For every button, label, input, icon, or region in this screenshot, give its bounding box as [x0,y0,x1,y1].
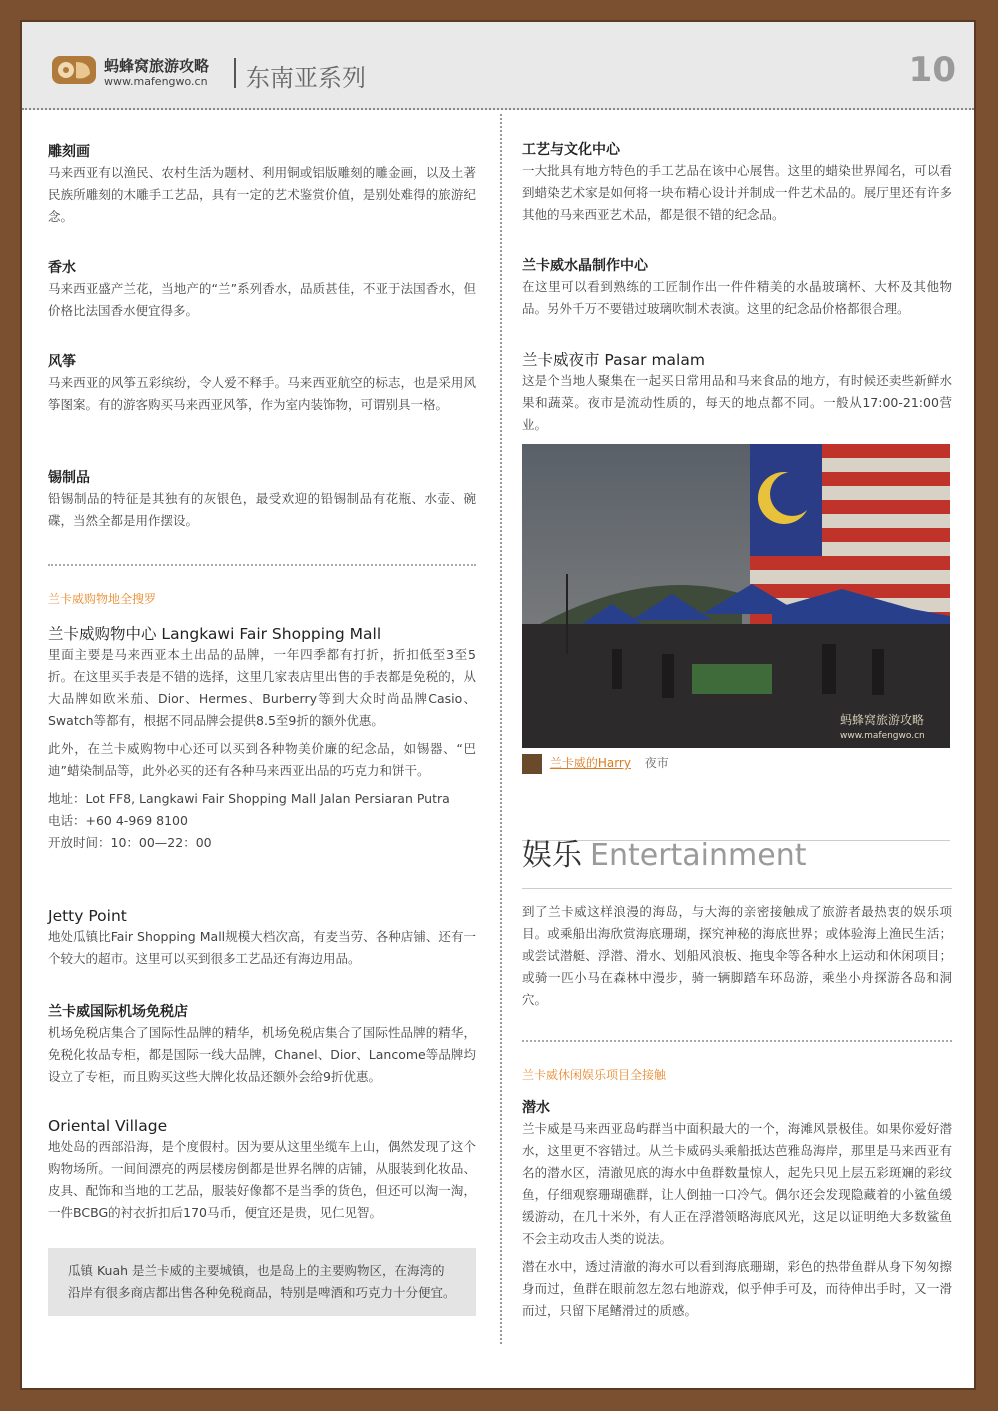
section-title: 风筝 [48,354,76,370]
section-title: 雕刻画 [48,144,90,160]
header-divider [234,58,236,88]
entertainment-intro [522,888,952,1011]
section-kite [48,352,476,416]
section-text: 马来西亚的风筝五彩缤纷，令人爱不释手。马来西亚航空的标志，也是采用风筝图案。有的游客购买马来西亚风筝，作为室内装饰物，可谓别具一格。 [48,375,476,412]
section-pewter [48,468,476,532]
section-text: 兰卡威是马来西亚岛屿群当中面积最大的一个，海滩风景极佳。如果你爱好潜水，这里更不容错过。从兰卡威码头乘船抵达芭雅岛海岸，那里是马来西亚有名的潜水区，清澈见底的海水中鱼群数量惊人，起先只见上层五彩斑斓的彩纹鱼，仔细观察珊瑚礁群，让人倒抽一口冷气。偶尔还会发现隐藏着的小鲨鱼缓缓游动，在几十米外，有人正在浮潜领略海底风光，这足以证明绝大多数鲨鱼不会主动攻击人类的说法。 [522,1121,952,1246]
shopping-heading: 兰卡威购物地全搜罗 [48,592,157,606]
note-box: 瓜镇 Kuah 是兰卡威的主要城镇，也是岛上的主要购物区，在海湾的沿岸有很多商店都出售各种免税商品，特别是啤酒和巧克力十分便宜。 [48,1248,476,1316]
section-title: 兰卡威夜市 Pasar malam [522,351,705,369]
section-engraving [48,142,476,228]
section-text: 在这里可以看到熟练的工匠制作出一件件精美的水晶玻璃杯、大杯及其他物品。另外千万不要错过玻璃吹制术表演。这里的纪念品价格都很合理。 [522,279,952,316]
section-text: 一大批具有地方特色的手工艺品在该中心展售。这里的蜡染世界闻名，可以看到蜡染艺术家是如何将一块布精心设计并制成一件艺术品的。展厅里还有许多其他的马来西亚艺术品，都是很不错的纪念品。 [522,163,952,222]
section-craft-center [522,140,952,226]
section-title: 香水 [48,260,76,276]
entertainment-heading: 兰卡威休闲娱乐项目全接触 [522,1068,667,1082]
section-separator [522,1040,952,1042]
entertainment-title-en: Entertainment [590,838,807,873]
section-title: 兰卡威购物中心 Langkawi Fair Shopping Mall [48,625,382,643]
phone: 电话：+60 4-969 8100 [48,813,188,828]
section-title: Oriental Village [48,1117,168,1135]
section-title: 兰卡威水晶制作中心 [522,258,648,274]
caption-text: 夜市 [644,756,669,770]
section-text: 铅锡制品的特征是其独有的灰银色，最受欢迎的铅锡制品有花瓶、水壶、碗碟，当然全都是用作摆设。 [48,491,476,528]
section-text: 到了兰卡威这样浪漫的海岛，与大海的亲密接触成了旅游者最热衷的娱乐项目。或乘船出海欣赏海底珊瑚，探究神秘的海底世界；或体验海上渔民生活；或尝试潜艇、浮潜、滑水、划船风浪板、拖曳伞等各种水上运动和休闲项目；或骑一匹小马在森林中漫步，骑一辆脚踏车环岛游，乘坐小舟探游各岛和洞穴。 [522,904,952,1007]
section-text: 马来西亚有以渔民、农村生活为题材、利用铜或铝版雕刻的雕金画，以及土著民族所雕刻的木雕手工艺品，具有一定的艺术鉴赏价值，是别处难得的旅游纪念。 [48,165,476,224]
section-separator [48,564,476,566]
author-avatar [522,754,542,774]
section-crystal-center [522,256,952,320]
opening-hours: 开放时间：10：00—22：00 [48,835,212,850]
section-title: 锡制品 [48,470,90,486]
photo-watermark-url: www.mafengwo.cn [840,731,925,741]
section-text: 此外，在兰卡威购物中心还可以买到各种物美价廉的纪念品，如锡器、“巴迪”蜡染制品等，此外必买的还有各种马来西亚出品的巧克力和饼干。 [48,741,476,778]
section-night-market [522,350,952,436]
section-title: Jetty Point [48,907,127,925]
section-title: 潜水 [522,1100,550,1116]
series-title: 东南亚系列 [246,64,366,92]
section-jetty-point [48,906,476,970]
brand-name: 蚂蜂窝旅游攻略 www.mafengwo.cn [104,57,210,88]
column-divider [500,114,502,1344]
brand-url: www.mafengwo.cn [104,75,208,88]
section-text: 里面主要是马来西亚本土出品的品牌，一年四季都有打折，折扣低至3至5折。在这里买手表是不错的选择，这里几家表店里出售的手表都是免税的，从大品牌如欧米茄、Dior、Hermes、Burberry等到大众时尚品牌Casio、Swatch等都有，根据不同品牌会提供8.5至9折的额外优惠。 [48,647,476,728]
section-airport-dutyfree [48,1002,476,1088]
section-oriental-village [48,1116,476,1224]
mafengwo-logo-icon [50,52,98,88]
photo-caption [522,752,952,774]
address: 地址：Lot FF8, Langkawi Fair Shopping Mall Jalan Persiaran Putra [48,791,450,806]
section-title: 兰卡威国际机场免税店 [48,1004,188,1020]
section-text: 这是个当地人聚集在一起买日常用品和马来食品的地方，有时候还卖些新鲜水果和蔬菜。夜市是流动性质的，每天的地点都不同。一般从17:00-21:00营业。 [522,373,952,432]
section-text: 马来西亚盛产兰花，当地产的“兰”系列香水，品质甚佳，不亚于法国香水，但价格比法国香水便宜得多。 [48,281,476,318]
section-text: 潜在水中，透过清澈的海水可以看到海底珊瑚，彩色的热带鱼群从身下匆匆擦身而过，鱼群在眼前忽左忽右地游戏，似乎伸手可及，而待伸出手时，又一滑而过，只留下尾鳍滑过的质感。 [522,1259,952,1318]
photo-watermark: 蚂蜂窝旅游攻略 [840,713,925,727]
section-text: 地处岛的西部沿海，是个度假村。因为要从这里坐缆车上山，偶然发现了这个购物场所。一间间漂亮的两层楼房倒都是世界名牌的店铺，从服装到化妆品、皮具、配饰和当地的工艺品，服装好像都不是当季的货色，但还可以淘一淘，一件BCBG的衬衣折扣后170马币，便宜还是贵，见仁见智。 [48,1139,476,1220]
entertainment-title-cn: 娱乐 [522,838,582,873]
page-header [22,22,974,110]
entertainment-title [522,840,950,872]
section-text: 机场免税店集合了国际性品牌的精华，机场免税店集合了国际性品牌的精华，免税化妆品专柜，都是国际一线大品牌，Chanel、Dior、Lancome等品牌均设立了专柜，而且购买这些大牌化妆品还额外会给9折优惠。 [48,1025,476,1084]
section-diving [522,1098,952,1322]
page [20,20,976,1390]
night-market-photo [522,444,950,748]
page-number: 10 [908,50,956,90]
section-text: 地处瓜镇比Fair Shopping Mall规模大档次高，有麦当劳、各种店铺、还有一个较大的超市。这里可以买到很多工艺品还有海边用品。 [48,929,476,966]
section-title: 工艺与文化中心 [522,142,620,158]
section-fair-mall [48,624,476,854]
author-link[interactable]: 兰卡威的Harry [549,756,631,770]
section-perfume [48,258,476,322]
